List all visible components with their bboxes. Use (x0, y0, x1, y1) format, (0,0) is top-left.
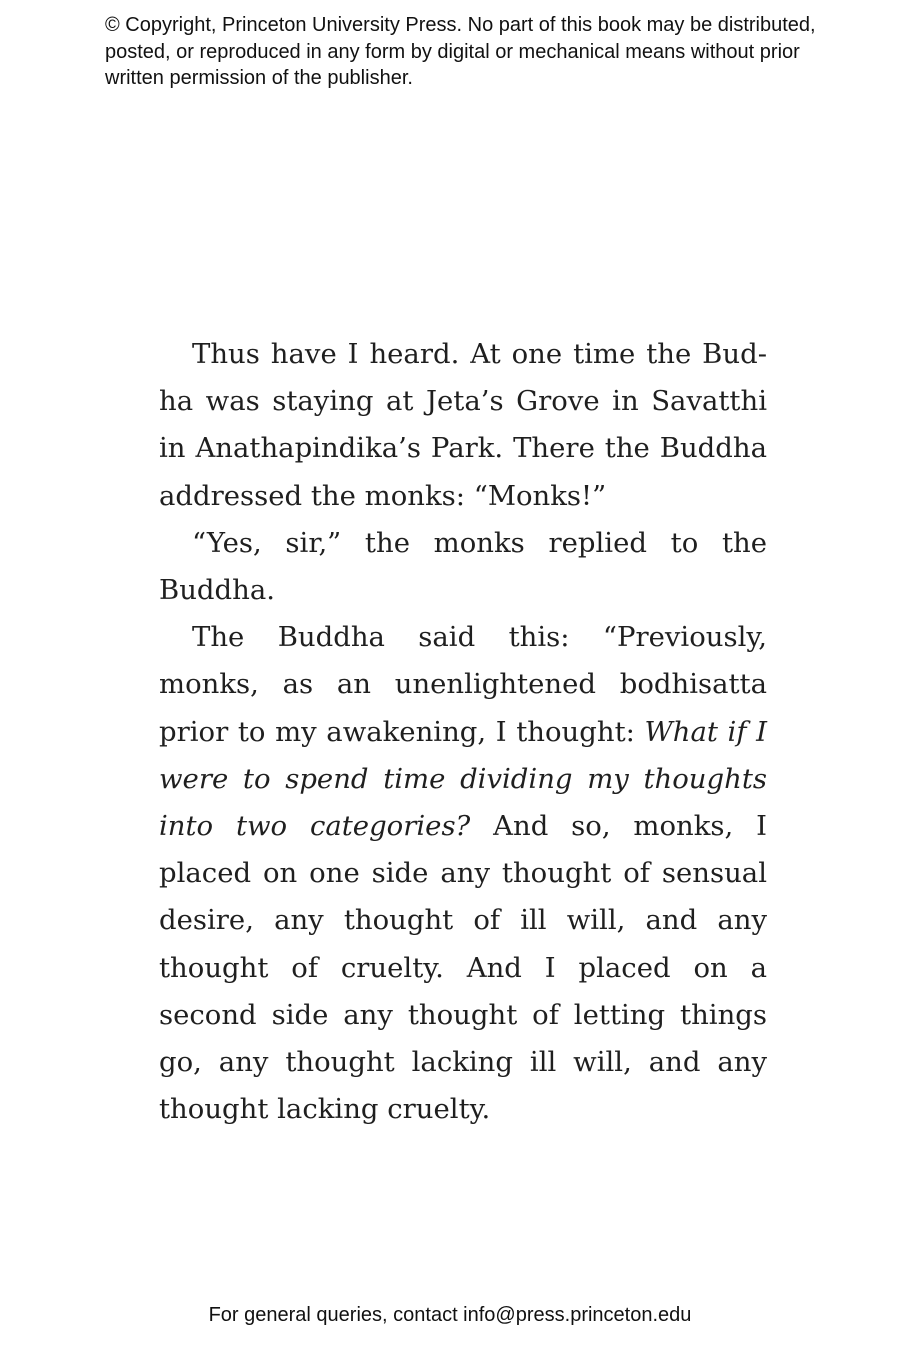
paragraph-3-start: The Buddha said this: “Previously, monks, as an unenlightened bodhisatta prior to my awakening, I thought: (159, 621, 767, 748)
paragraph-2: “Yes, sir,” the monks replied to the Buddha. (159, 526, 767, 607)
footer (0, 1302, 900, 1328)
paragraph-1: Thus have I heard. At one time the Budha was staying at Jeta’s Grove in Savatthi in Anathapindika’s Park. There the Buddha addressed the monks: “Monks!” (159, 338, 767, 512)
paragraph-3-end: And so, monks, I placed on one side any thought of sensual desire, any thought of ill will, and any thought of cruelty. And I placed on a second side any thought of letting things go, any thought lacking ill will, and any thought lacking cruelty. (159, 810, 767, 1126)
paragraph-3-italic: What if I were to spend time dividing my thoughts into two categories? (159, 715, 767, 843)
footer-label: For general queries, (208, 1304, 388, 1326)
body-text (159, 331, 767, 1133)
copyright-notice: © Copyright, Princeton University Press. No part of this book may be distributed, posted, or reproduced in any form by digital or mechanical means without prior written permission of the publisher. (105, 14, 816, 89)
paragraph-3 (159, 614, 767, 1133)
footer-contact: contact info@press.princeton.edu (393, 1304, 692, 1326)
